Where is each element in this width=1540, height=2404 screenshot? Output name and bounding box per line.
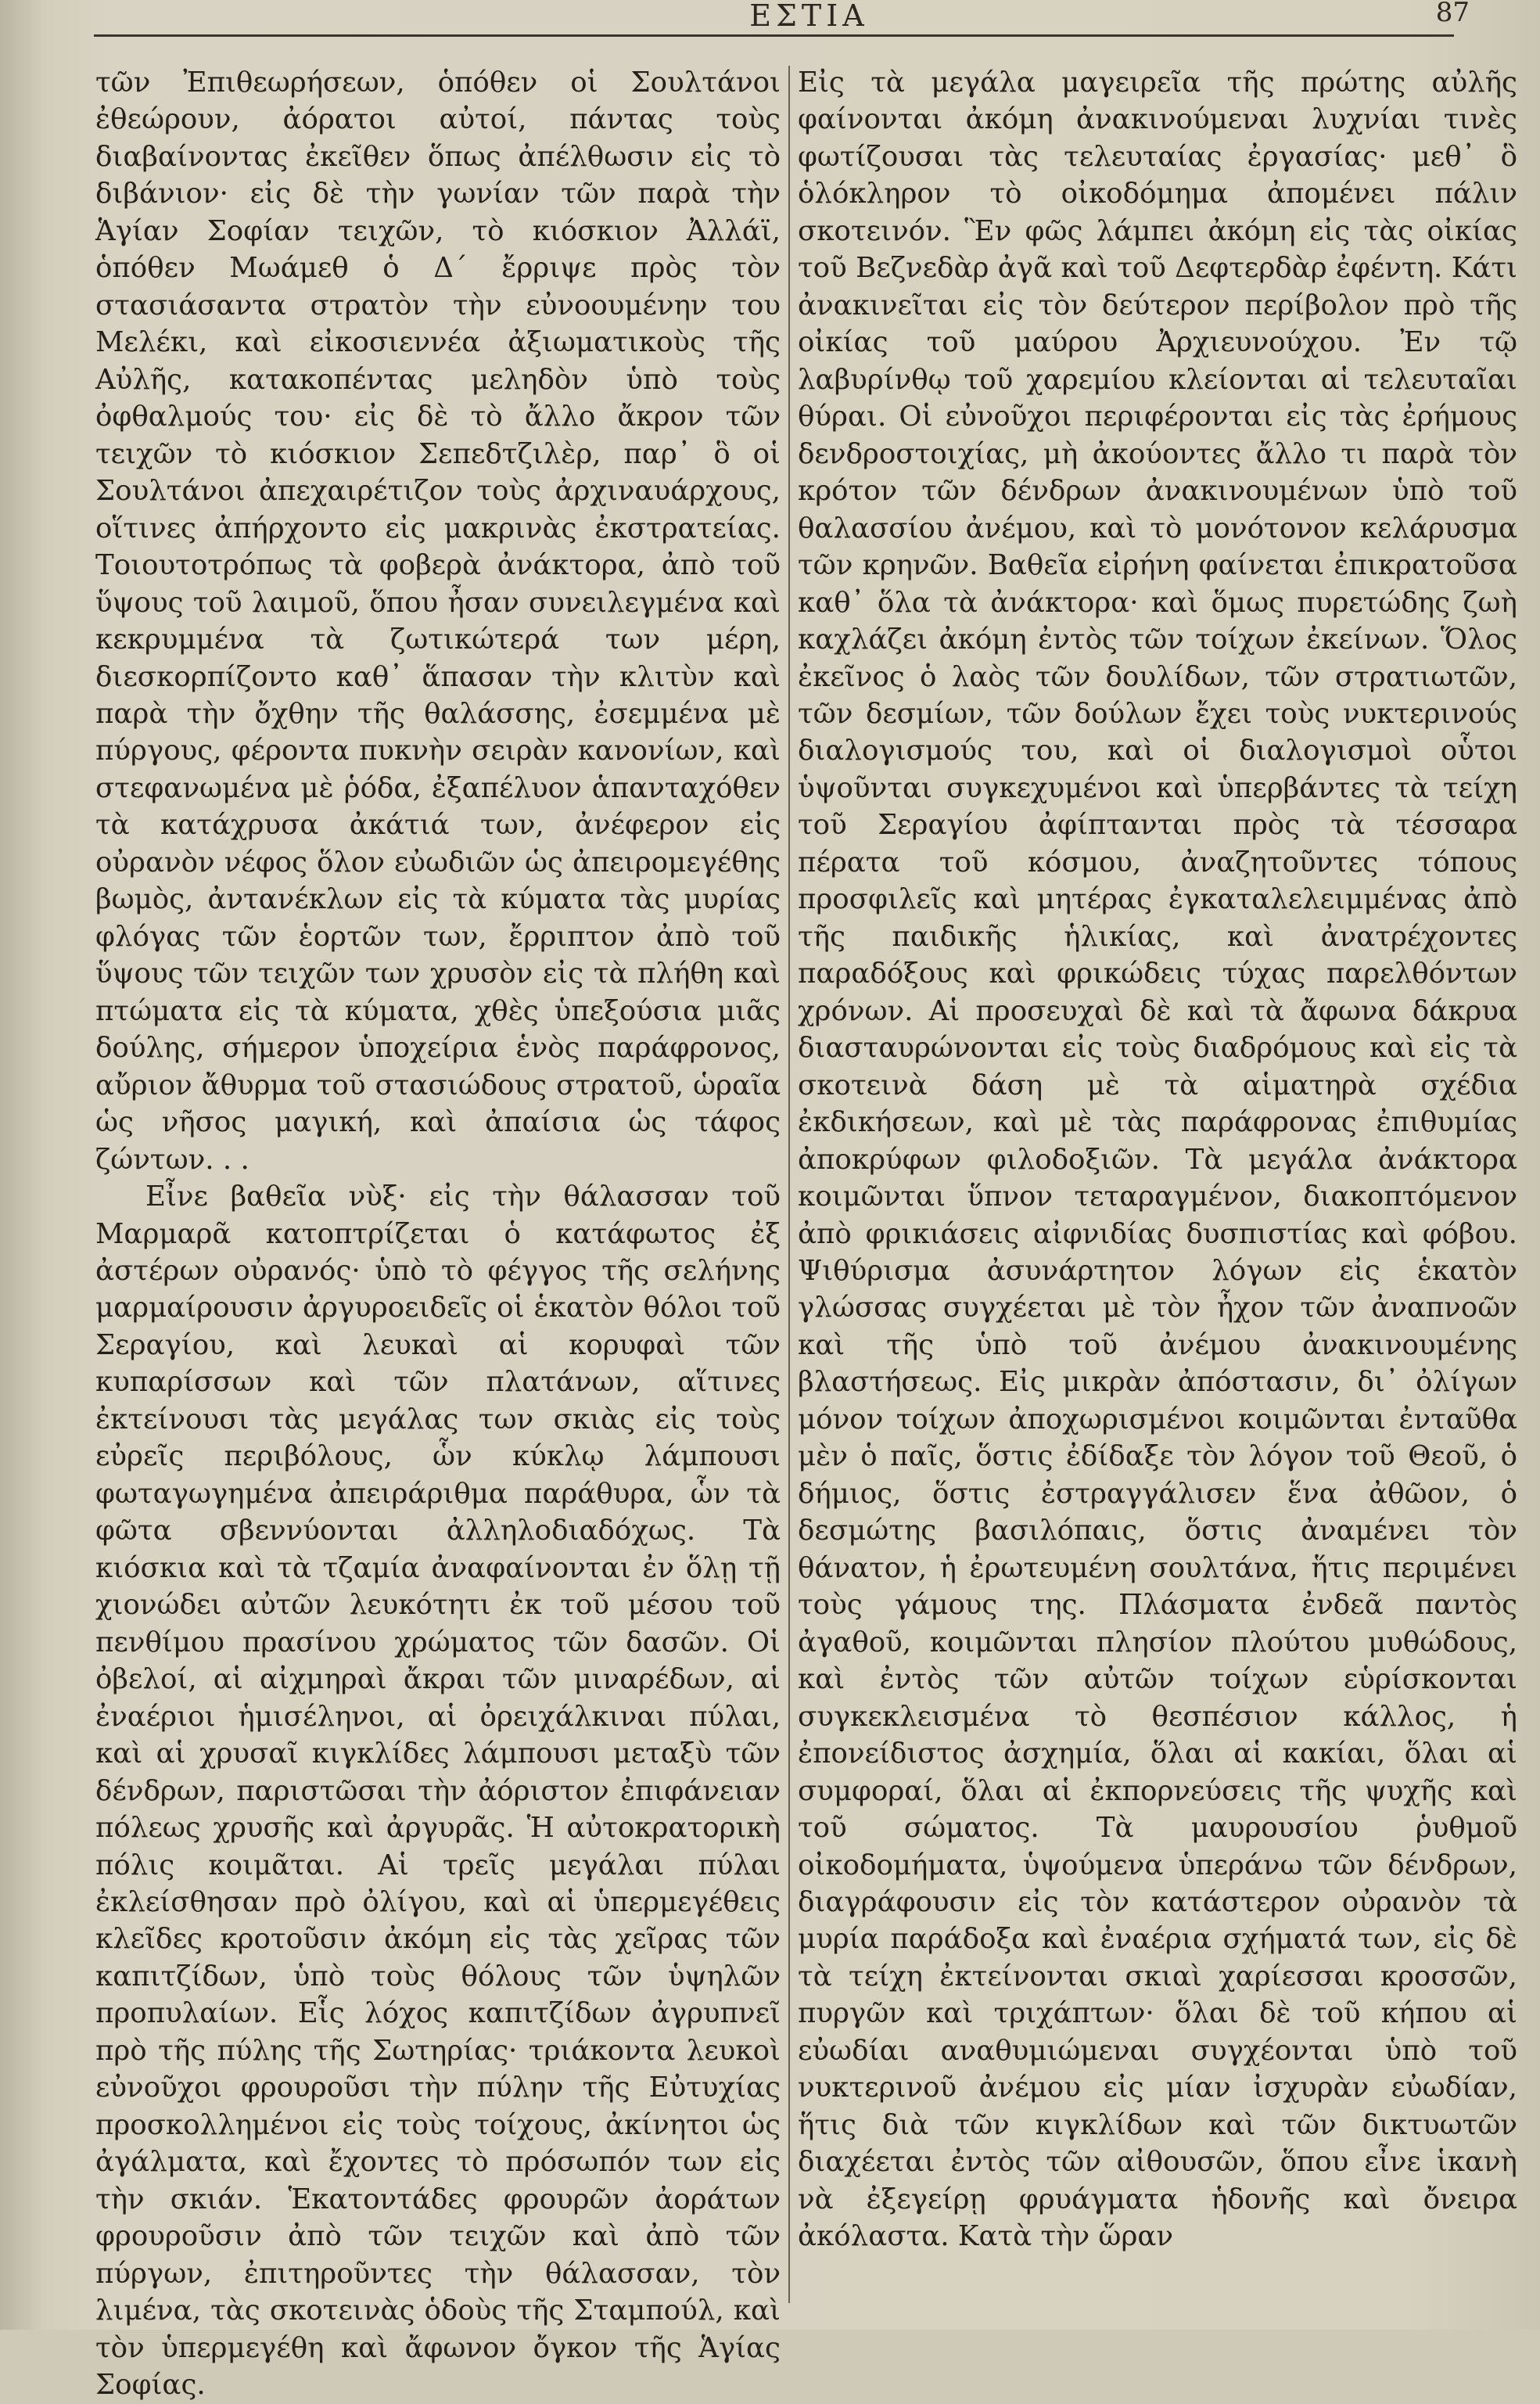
left-column (95, 64, 781, 2404)
page-header (94, 0, 1524, 34)
right-column (798, 64, 1517, 2255)
masthead-title: ΕΣΤΙΑ (749, 0, 869, 33)
left-paragraph-2: Εἶνε βαθεῖα νὺξ· εἰς τὴν θάλασσαν τοῦ Μαρμαρᾶ κατοπτρίζεται ὁ κατάφωτος ἐξ ἀστέρων οὐρανός· ὑπὸ τὸ φέγγος τῆς σελήνης μαρμαίρουσιν ἀργυροειδεῖς οἱ ἑκατὸν θόλοι τοῦ Σεραγίου, καὶ λευκαὶ αἱ κορυφαὶ τῶν κυπαρίσσων καὶ τῶν πλατάνων, αἵτινες ἐκτείνουσι τὰς μεγάλας των σκιὰς εἰς τοὺς εὐρεῖς περιβόλους, ὧν κύκλῳ λάμπουσι φωταγωγημένα ἀπειράριθμα παράθυρα, ὧν τὰ φῶτα σβεννύονται ἀλληλοδιαδόχως. Τὰ κιόσκια καὶ τὰ τζαμία ἀναφαίνονται ἐν ὅλῃ τῇ χιονώδει αὐτῶν λευκότητι ἐκ τοῦ μέσου τοῦ πενθίμου πρασίνου χρώματος τῶν δασῶν. Οἱ ὀβελοί, αἱ αἰχμηραὶ ἄκραι τῶν μιναρέδων, αἱ ἐναέριοι ἡμισέληνοι, αἱ ὀρειχάλκιναι πύλαι, καὶ αἱ χρυσαῖ κιγκλίδες λάμπουσι μεταξὺ τῶν δένδρων, παριστῶσαι τὴν ἀόριστον ἐπιφάνειαν πόλεως χρυσῆς καὶ ἀργυρᾶς. Ἡ αὐτοκρατορικὴ πόλις κοιμᾶται. Αἱ τρεῖς μεγάλαι πύλαι ἐκλείσθησαν πρὸ ὀλίγου, καὶ αἱ ὑπερμεγέθεις κλεῖδες κροτοῦσιν ἀκόμη εἰς τὰς χεῖρας τῶν καπιτζίδων, ὑπὸ τοὺς θόλους τῶν ὑψηλῶν προπυλαίων. Εἷς λόχος καπιτζίδων ἀγρυπνεῖ πρὸ τῆς πύλης τῆς Σωτηρίας· τριάκοντα λευκοὶ εὐνοῦχοι φρουροῦσι τὴν πύλην τῆς Εὐτυχίας προσκολλημένοι εἰς τοὺς τοίχους, ἀκίνητοι ὡς ἀγάλματα, καὶ ἔχοντες τὸ πρόσωπόν των εἰς τὴν σκιάν. Ἑκατοντάδες φρουρῶν ἀοράτων φρουροῦσιν ἀπὸ τῶν τειχῶν καὶ ἀπὸ τῶν πύργων, ἐπιτηροῦντες τὴν θάλασσαν, τὸν λιμένα, τὰς σκοτεινὰς ὁδοὺς τῆς Σταμπούλ, καὶ τὸν ὑπερμεγέθη καὶ ἄφωνον ὄγκον τῆς Ἁγίας Σοφίας. (95, 1180, 781, 2402)
column-divider (788, 66, 790, 2303)
header-rule (94, 34, 1454, 37)
left-paragraph-1: τῶν Ἐπιθεωρήσεων, ὁπόθεν οἱ Σουλτάνοι ἐθεώρουν, ἀόρατοι αὐτοί, πάντας τοὺς διαβαίνοντας ἐκεῖθεν ὅπως ἀπέλθωσιν εἰς τὸ διβάνιον· εἰς δὲ τὴν γωνίαν τῶν παρὰ τὴν Ἁγίαν Σοφίαν τειχῶν, τὸ κιόσκιον Ἀλλάϊ, ὁπόθεν Μωάμεθ ὁ Δ΄ ἔρριψε πρὸς τὸν στασιάσαντα στρατὸν τὴν εὐνοουμένην του Μελέκι, καὶ εἰκοσιεννέα ἀξιωματικοὺς τῆς Αὐλῆς, κατακοπέντας μεληδὸν ὑπὸ τοὺς ὀφθαλμούς του· εἰς δὲ τὸ ἄλλο ἄκρον τῶν τειχῶν τὸ κιόσκιον Σεπεδτζιλὲρ, παρ᾽ ὃ οἱ Σουλτάνοι ἀπεχαιρέτιζον τοὺς ἀρχιναυάρχους, οἵτινες ἀπήρχοντο εἰς μακρινὰς ἐκστρατείας. Τοιουτοτρόπως τὰ φοβερὰ ἀνάκτορα, ἀπὸ τοῦ ὕψους τοῦ λαιμοῦ, ὅπου ἦσαν συνειλεγμένα καὶ κεκρυμμένα τὰ ζωτικώτερά των μέρη, διεσκορπίζοντο καθ᾽ ἅπασαν τὴν κλιτὺν καὶ παρὰ τὴν ὄχθην τῆς θαλάσσης, ἐσεμμένα μὲ πύργους, φέροντα πυκνὴν σειρὰν κανονίων, καὶ στεφανωμένα μὲ ῥόδα, ἐξαπέλυον ἁπανταχόθεν τὰ κατάχρυσα ἀκάτιά των, ἀνέφερον εἰς οὐρανὸν νέφος ὅλον εὐωδιῶν ὡς ἀπειρομεγέθης βωμὸς, ἀντανέκλων εἰς τὰ κύματα τὰς μυρίας φλόγας τῶν ἑορτῶν των, ἔρριπτον ἀπὸ τοῦ ὕψους τῶν τειχῶν των χρυσὸν εἰς τὰ πλήθη καὶ πτώματα εἰς τὰ κύματα, χθὲς ὑπεξούσια μιᾶς δούλης, σήμερον ὑποχείρια ἑνὸς παράφρονος, αὔριον ἄθυρμα τοῦ στασιώδους στρατοῦ, ὡραῖα ὡς νῆσος μαγική, καὶ ἀπαίσια ὡς τάφος ζώντων. . . (95, 66, 781, 1176)
page-number: 87 (1435, 0, 1470, 28)
right-paragraph-1: Εἰς τὰ μεγάλα μαγειρεῖα τῆς πρώτης αὐλῆς φαίνονται ἀκόμη ἀνακινούμεναι λυχνίαι τινὲς φωτίζουσαι τὰς τελευταίας ἐργασίας· μεθ᾽ ὃ ὁλόκληρον τὸ οἰκοδόμημα ἀπομένει πάλιν σκοτεινόν. Ἓν φῶς λάμπει ἀκόμη εἰς τὰς οἰκίας τοῦ Βεζνεδὰρ ἀγᾶ καὶ τοῦ Δεφτερδὰρ ἐφέντη. Κάτι ἀνακινεῖται εἰς τὸν δεύτερον περίβολον πρὸ τῆς οἰκίας τοῦ μαύρου Ἀρχιευνούχου. Ἐν τῷ λαβυρίνθῳ τοῦ χαρεμίου κλείονται αἱ τελευταῖαι θύραι. Οἱ εὐνοῦχοι περιφέρονται εἰς τὰς ἐρήμους δενδροστοιχίας, μὴ ἀκούοντες ἄλλο τι παρὰ τὸν κρότον τῶν δένδρων ἀνακινουμένων ὑπὸ τοῦ θαλασσίου ἀνέμου, καὶ τὸ μονότονον κελάρυσμα τῶν κρηνῶν. Βαθεῖα εἰρήνη φαίνεται ἐπικρατοῦσα καθ᾽ ὅλα τὰ ἀνάκτορα· καὶ ὅμως πυρετώδης ζωὴ καχλάζει ἀκόμη ἐντὸς τῶν τοίχων ἐκείνων. Ὅλος ἐκεῖνος ὁ λαὸς τῶν δουλίδων, τῶν στρατιωτῶν, τῶν δεσμίων, τῶν δούλων ἔχει τοὺς νυκτερινούς διαλογισμούς του, καὶ οἱ διαλογισμοὶ οὗτοι ὑψοῦνται συγκεχυμένοι καὶ ὑπερβάντες τὰ τείχη τοῦ Σεραγίου ἀφίπτανται πρὸς τὰ τέσσαρα πέρατα τοῦ κόσμου, ἀναζητοῦντες τόπους προσφιλεῖς καὶ μητέρας ἐγκαταλελειμμένας ἀπὸ τῆς παιδικῆς ἡλικίας, καὶ ἀνατρέχοντες παραδόξους καὶ φρικώδεις τύχας παρελθόντων χρόνων. Αἱ προσευχαὶ δὲ καὶ τὰ ἄφωνα δάκρυα διασταυρώνονται εἰς τοὺς διαδρόμους καὶ εἰς τὰ σκοτεινὰ δάση μὲ τὰ αἱματηρὰ σχέδια ἐκδικήσεων, καὶ μὲ τὰς παράφρονας ἐπιθυμίας ἀποκρύφων φιλοδοξιῶν. Τὰ μεγάλα ἀνάκτορα κοιμῶνται ὕπνον τεταραγμένον, διακοπτόμενον ἀπὸ φρικιάσεις αἰφνιδίας δυσπιστίας καὶ φόβου. Ψιθύρισμα ἀσυνάρτητον λόγων εἰς ἑκατὸν γλώσσας συγχέεται μὲ τὸν ἦχον τῶν ἀναπνοῶν καὶ τῆς ὑπὸ τοῦ ἀνέμου ἀνακινουμένης βλαστήσεως. Εἰς μικρὰν ἀπόστασιν, δι᾽ ὀλίγων μόνον τοίχων ἀποχωρισμένοι κοιμῶνται ἐνταῦθα μὲν ὁ παῖς, ὅστις ἐδίδαξε τὸν λόγον τοῦ Θεοῦ, ὁ δήμιος, ὅστις ἐστραγγάλισεν ἕνα ἀθῶον, ὁ δεσμώτης βασιλόπαις, ὅστις ἀναμένει τὸν θάνατον, ἡ ἐρωτευμένη σουλτάνα, ἥτις περιμένει τοὺς γάμους της. Πλάσματα ἐνδεᾶ παντὸς ἀγαθοῦ, κοιμῶνται πλησίον πλούτου μυθώδους, καὶ ἐντὸς τῶν αὐτῶν τοίχων εὑρίσκονται συγκεκλεισμένα τὸ θεσπέσιον κάλλος, ἡ ἐπονείδιστος ἀσχημία, ὅλαι αἱ κακίαι, ὅλαι αἱ συμφοραί, ὅλαι αἱ ἐκπορνεύσεις τῆς ψυχῆς καὶ τοῦ σώματος. Τὰ μαυρουσίου ῥυθμοῦ οἰκοδομήματα, ὑψούμενα ὑπεράνω τῶν δένδρων, διαγράφουσιν εἰς τὸν κατάστερον οὐρανὸν τὰ μυρία παράδοξα καὶ ἐναέρια σχήματά των, εἰς δὲ τὰ τείχη ἐκτείνονται σκιαὶ χαρίεσσαι κροσσῶν, πυργῶν καὶ τριχάπτων· ὅλαι δὲ τοῦ κήπου αἱ εὐωδίαι αναθυμιώμεναι συγχέονται ὑπὸ τοῦ νυκτερινοῦ ἀνέμου εἰς μίαν ἰσχυρὰν εὐωδίαν, ἥτις διὰ τῶν κιγκλίδων καὶ τῶν δικτυωτῶν διαχέεται ἐντὸς τῶν αἰθουσῶν, ὅπου εἶνε ἱκανὴ νὰ ἐξεγείρῃ φρυάγματα ἡδονῆς καὶ ὄνειρα ἀκόλαστα. Κατὰ τὴν ὥραν (798, 66, 1517, 2253)
